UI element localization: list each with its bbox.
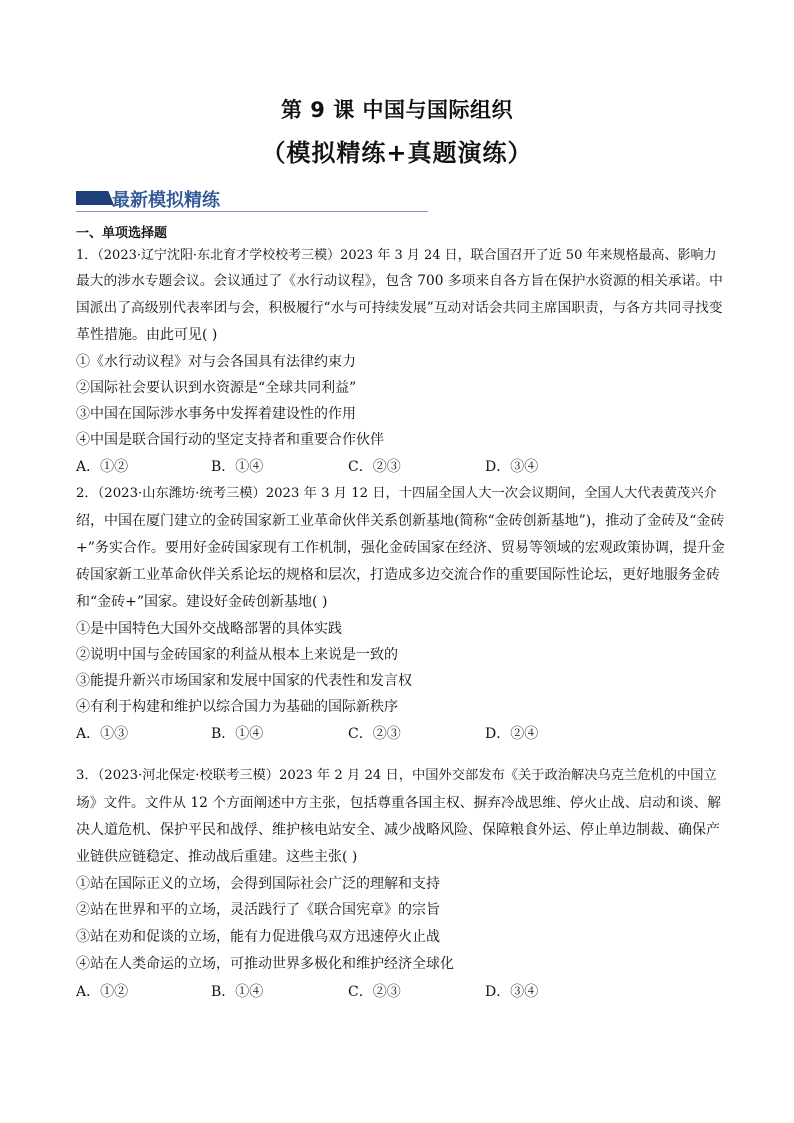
option-a: A．①② [76,984,129,1000]
option-d: D．③④ [485,459,539,475]
section-title: 最新模拟精练 [112,190,220,211]
statement: ③中国在国际涉水事务中发挥着建设性的作用 [76,406,356,422]
question-stem-line: 绍，中国在厦门建立的金砖国家新工业革命伙伴关系创新基地(简称“金砖创新基地”)，推动了金砖及“金砖 [76,513,725,529]
statement: ④中国是联合国行动的坚定支持者和重要合作伙伴 [76,432,384,448]
question-stem-line: 和“金砖+”国家。建设好金砖创新基地( ) [76,594,328,610]
option-b: B．①④ [211,726,264,742]
statement: ①《水行动议程》对与会各国具有法律约束力 [76,354,356,370]
statement: ②说明中国与金砖国家的利益从根本上来说是一致的 [76,647,398,663]
statement: ④有利于构建和维护以综合国力为基础的国际新秩序 [76,699,398,715]
question-type-heading: 一、单项选择题 [76,226,168,241]
question-stem-line: 革性措施。由此可见( ) [76,327,218,343]
section-divider [76,211,428,212]
statement: ③能提升新兴市场国家和发展中国家的代表性和发言权 [76,673,412,689]
question-stem-line: 1．（2023·辽宁沈阳·东北育才学校校考三模）2023 年 3 月 24 日，联合国召开了近 50 年来规格最高、影响力 [76,248,717,263]
question-stem-line: 2．（2023·山东潍坊·统考三模）2023 年 3 月 12 日，十四届全国人大一次会议期间，全国人大代表黄茂兴介 [76,486,717,501]
option-a: A．①② [76,459,129,475]
document-subtitle: （模拟精练+真题演练） [261,139,533,167]
statement: ②国际社会要认识到水资源是“全球共同利益” [76,380,357,396]
question-stem-line: 3．（2023·河北保定·校联考三模）2023 年 2 月 24 日，中国外交部发布《关于政治解决乌克兰危机的中国立 [76,768,717,783]
question-stem-line: 决人道危机、保护平民和战俘、维护核电站安全、减少战略风险、保障粮食外运、停止单边制裁、确保产 [76,822,720,838]
option-c: C．②③ [348,726,401,742]
question-stem-line: 业链供应链稳定、推动战后重建。这些主张( ) [76,849,358,865]
statement: ③站在劝和促谈的立场，能有力促进俄乌双方迅速停火止战 [76,929,440,945]
option-a: A．①③ [76,726,129,742]
document-title: 第 9 课 中国与国际组织 [280,98,514,122]
question-stem-line: 国派出了高级别代表率团与会，积极履行“水与可持续发展”互动对话会共同主席国职责，与各方共同寻找变 [76,300,723,316]
section-banner [76,186,428,212]
option-c: C．②③ [348,459,401,475]
question-stem-line: 砖国家新工业革命伙伴关系论坛的规格和层次，打造成多边交流合作的重要国际性论坛，更好地服务金砖 [76,567,720,583]
statement: ①站在国际正义的立场，会得到国际社会广泛的理解和支持 [76,876,440,892]
option-b: B．①④ [211,459,264,475]
option-d: D．②④ [485,726,539,742]
option-b: B．①④ [211,984,264,1000]
question-stem-line: 最大的涉水专题会议。会议通过了《水行动议程》，包含 700 多项来自各方旨在保护水资源的相关承诺。中 [76,273,723,289]
option-d: D．③④ [485,984,539,1000]
statement: ④站在人类命运的立场，可推动世界多极化和维护经济全球化 [76,956,454,972]
statement: ②站在世界和平的立场，灵活践行了《联合国宪章》的宗旨 [76,902,440,918]
banner-bar-icon [76,191,114,205]
question-stem-line: +”务实合作。要用好金砖国家现有工作机制，强化金砖国家在经济、贸易等领域的宏观政策协调，提升金 [76,540,725,556]
statement: ①是中国特色大国外交战略部署的具体实践 [76,621,342,637]
option-c: C．②③ [348,984,401,1000]
question-stem-line: 场》文件。文件从 12 个方面阐述中方主张，包括尊重各国主权、摒弃冷战思维、停火止战、启动和谈、解 [76,795,721,811]
answer-options [76,982,726,1002]
answer-options [76,724,726,744]
answer-options [76,457,726,477]
